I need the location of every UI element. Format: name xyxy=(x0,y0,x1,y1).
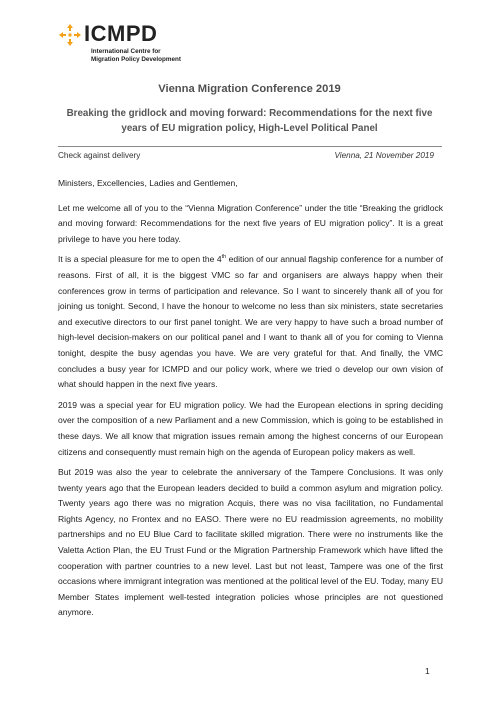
greeting: Ministers, Excellencies, Ladies and Gentlemen, xyxy=(58,178,238,188)
document-subtitle: Breaking the gridlock and moving forward: Recommendations for the next five years of EU migration policy, High-Level Political Panel xyxy=(66,108,433,134)
icmpd-arrows-icon xyxy=(58,23,82,47)
paragraph-2019-special-year: 2019 was a special year for EU migration policy. We had the European elections in spring deciding over the composition of a new Parliament and a new Commission, which is going to be established in these days. We all know that migration issues remain among the highest concerns of our European citizens and consequently must remain high on the agenda of European policy makers as well. xyxy=(58,399,443,457)
delivery-line xyxy=(58,146,442,163)
icmpd-logo xyxy=(58,20,218,66)
ordinal-suffix: th xyxy=(221,254,227,261)
logo-organisation-line1: International Centre for xyxy=(91,48,161,55)
logo-wordmark: ICMPD xyxy=(84,21,158,46)
page-number: 1 xyxy=(425,666,430,676)
paragraph-special-pleasure-start: It is a special pleasure for me to open the 4 xyxy=(58,254,222,265)
check-against-delivery: Check against delivery xyxy=(58,151,141,160)
document-title: Vienna Migration Conference 2019 xyxy=(158,83,341,95)
place-date: Vienna, 21 November 2019 xyxy=(334,151,434,160)
paragraph-special-pleasure xyxy=(58,252,443,392)
logo-organisation-name xyxy=(91,48,221,63)
paragraph-special-pleasure-rest: edition of our annual flagship conference for a number of reasons. First of all, it is the biggest VMC so far and organisers are always happy when their conferences grow in terms of participation and relevance. So I want to sincerely thank all of you for joining us tonight. Second, I have the honour to welcome no less than six ministers, state secretaries and executive directors to our first panel tonight. We are very happy to have such a broad number of high-level decision-makers on our political panel and I want to thank all of you for coming to Vienna tonight, despite the busy agendas you have. We are very grateful for that. And finally, the VMC concludes a busy year for ICMPD and our policy work, where we tried o develop our own vision of what should happen in the next five years. xyxy=(58,254,443,390)
speech-body xyxy=(58,176,443,626)
logo-organisation-line2: Migration Policy Development xyxy=(91,55,181,63)
paragraph-tampere: But 2019 was also the year to celebrate the anniversary of the Tampere Conclusions. It was only twenty years ago that the European leaders decided to build a common asylum and migration policy. Twenty years ago there was no migration Acquis, there was no visa facilitation, no Fundamental Rights Agency, no Frontex and no EASO. There were no EU readmission agreements, no mobility partnerships and no EU Blue Card to facilitate skilled migration. There were no instruments like the Valetta Action Plan, the EU Trust Fund or the Migration Partnership Framework which have lifted the cooperation with partner countries to a new level. Last but not least, Tampere was one of the first occasions where immigrant integration was mentioned at the political level of the EU. Today, many EU Member States implement well-tested integration policies whose principles are not questioned anymore. xyxy=(58,467,443,618)
paragraph-welcome: Let me welcome all of you to the “Vienna Migration Conference” under the title “Breaking the gridlock and moving forward: Recommendations for the next five years of EU migration policy”. It is a great privilege to have you here today. xyxy=(58,202,443,244)
